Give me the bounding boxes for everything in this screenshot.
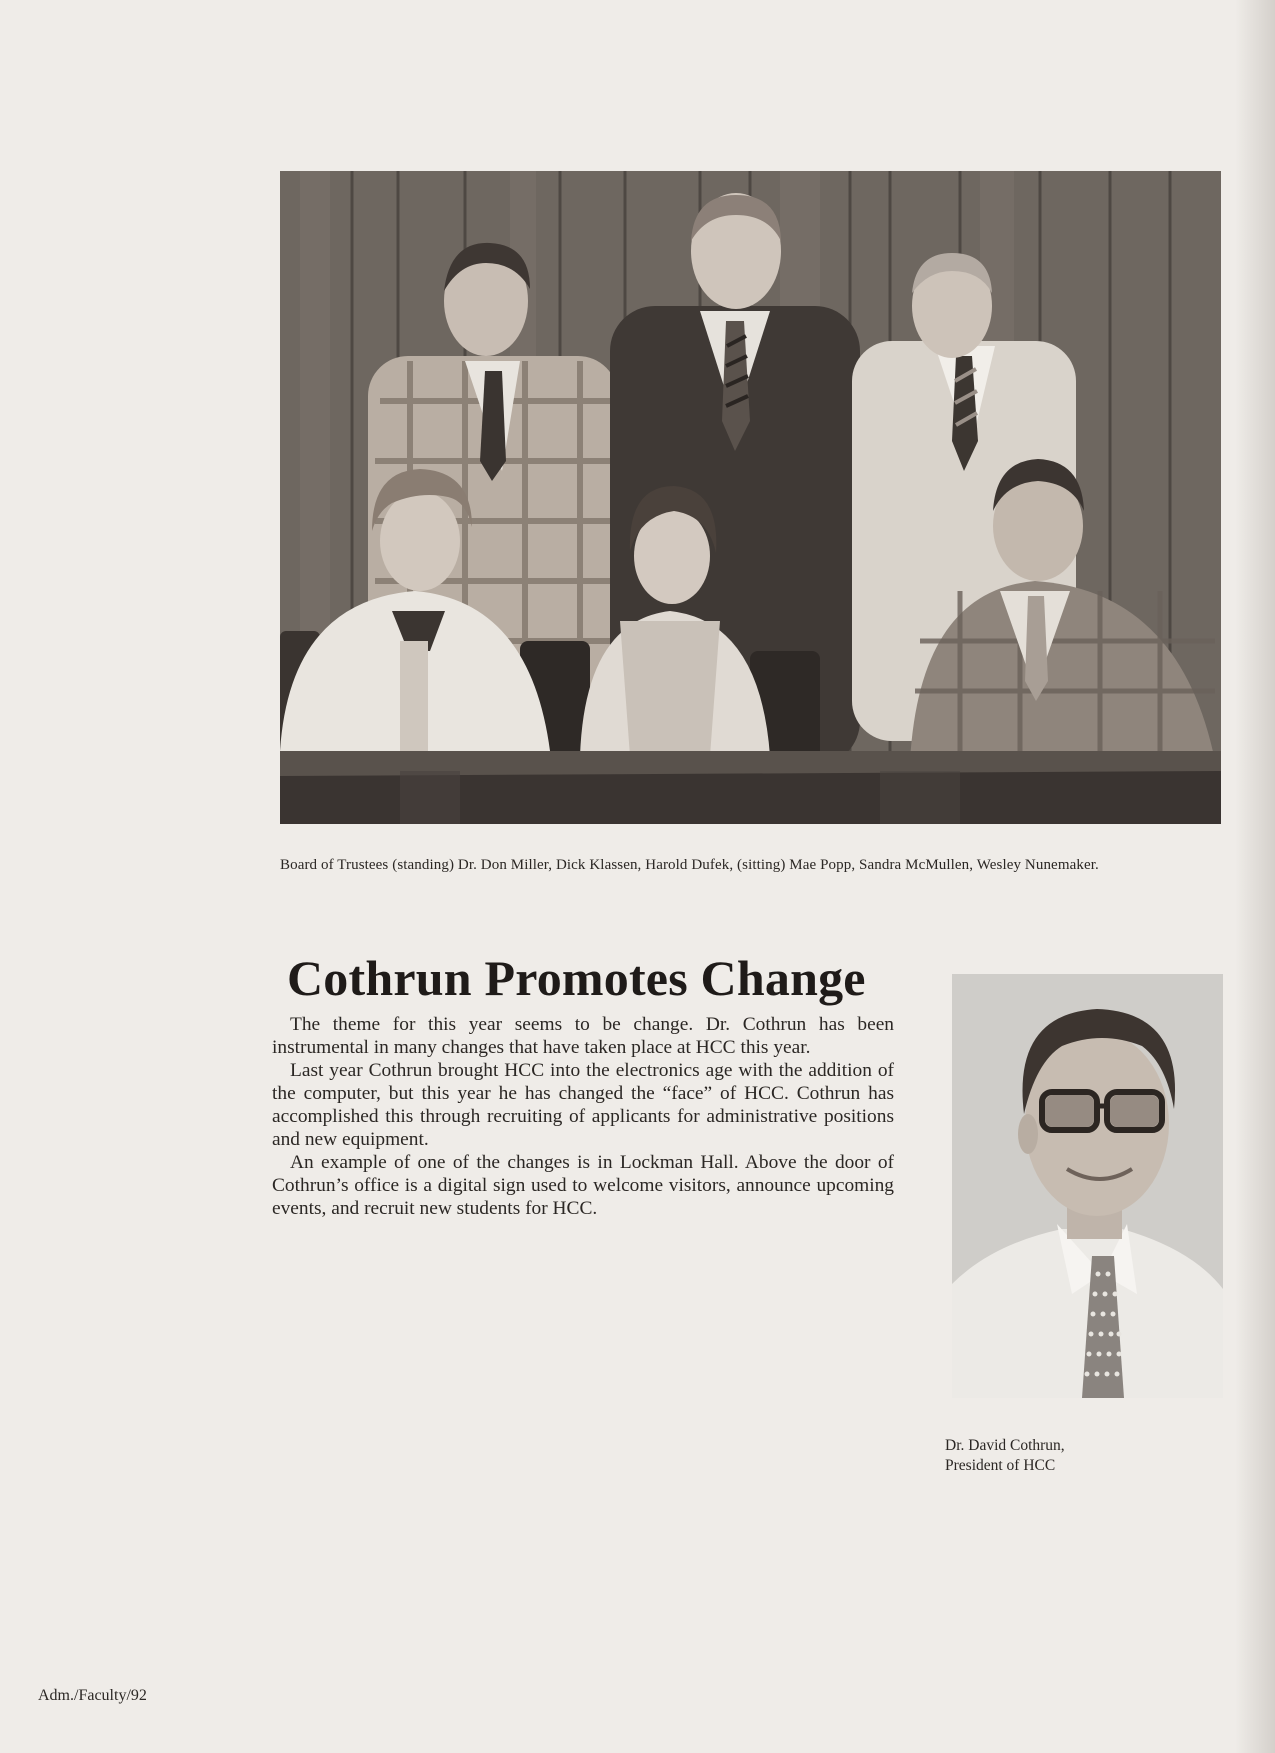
board-of-trustees-photo (280, 171, 1221, 824)
portrait-caption (945, 1436, 1065, 1476)
group-photo-caption: Board of Trustees (standing) Dr. Don Miller, Dick Klassen, Harold Dufek, (sitting) Mae Popp, Sandra McMullen, Wesley Nunemaker. (280, 857, 1099, 873)
portrait-caption-title: President of HCC (945, 1457, 1056, 1474)
article-paragraph: Last year Cothrun brought HCC into the electronics age with the addition of the computer, but this year he has changed the “face” of HCC. Cothrun has accomplished this through recruiting of applicants for administrative positions and new equipment. (272, 1060, 894, 1150)
page-number-footer: Adm./Faculty/92 (38, 1687, 147, 1704)
article-body (272, 1013, 894, 1220)
article-paragraph: An example of one of the changes is in Lockman Hall. Above the door of Cothrun’s office is a digital sign used to welcome visitors, announce upcoming events, and recruit new students for HCC. (272, 1152, 894, 1219)
article-paragraph: The theme for this year seems to be change. Dr. Cothrun has been instrumental in many changes that have taken place at HCC this year. (272, 1014, 894, 1058)
page-edge-shadow (1235, 0, 1275, 1753)
president-portrait-photo (952, 974, 1223, 1398)
article-headline: Cothrun Promotes Change (287, 950, 866, 1006)
portrait-caption-name: Dr. David Cothrun, (945, 1437, 1065, 1454)
